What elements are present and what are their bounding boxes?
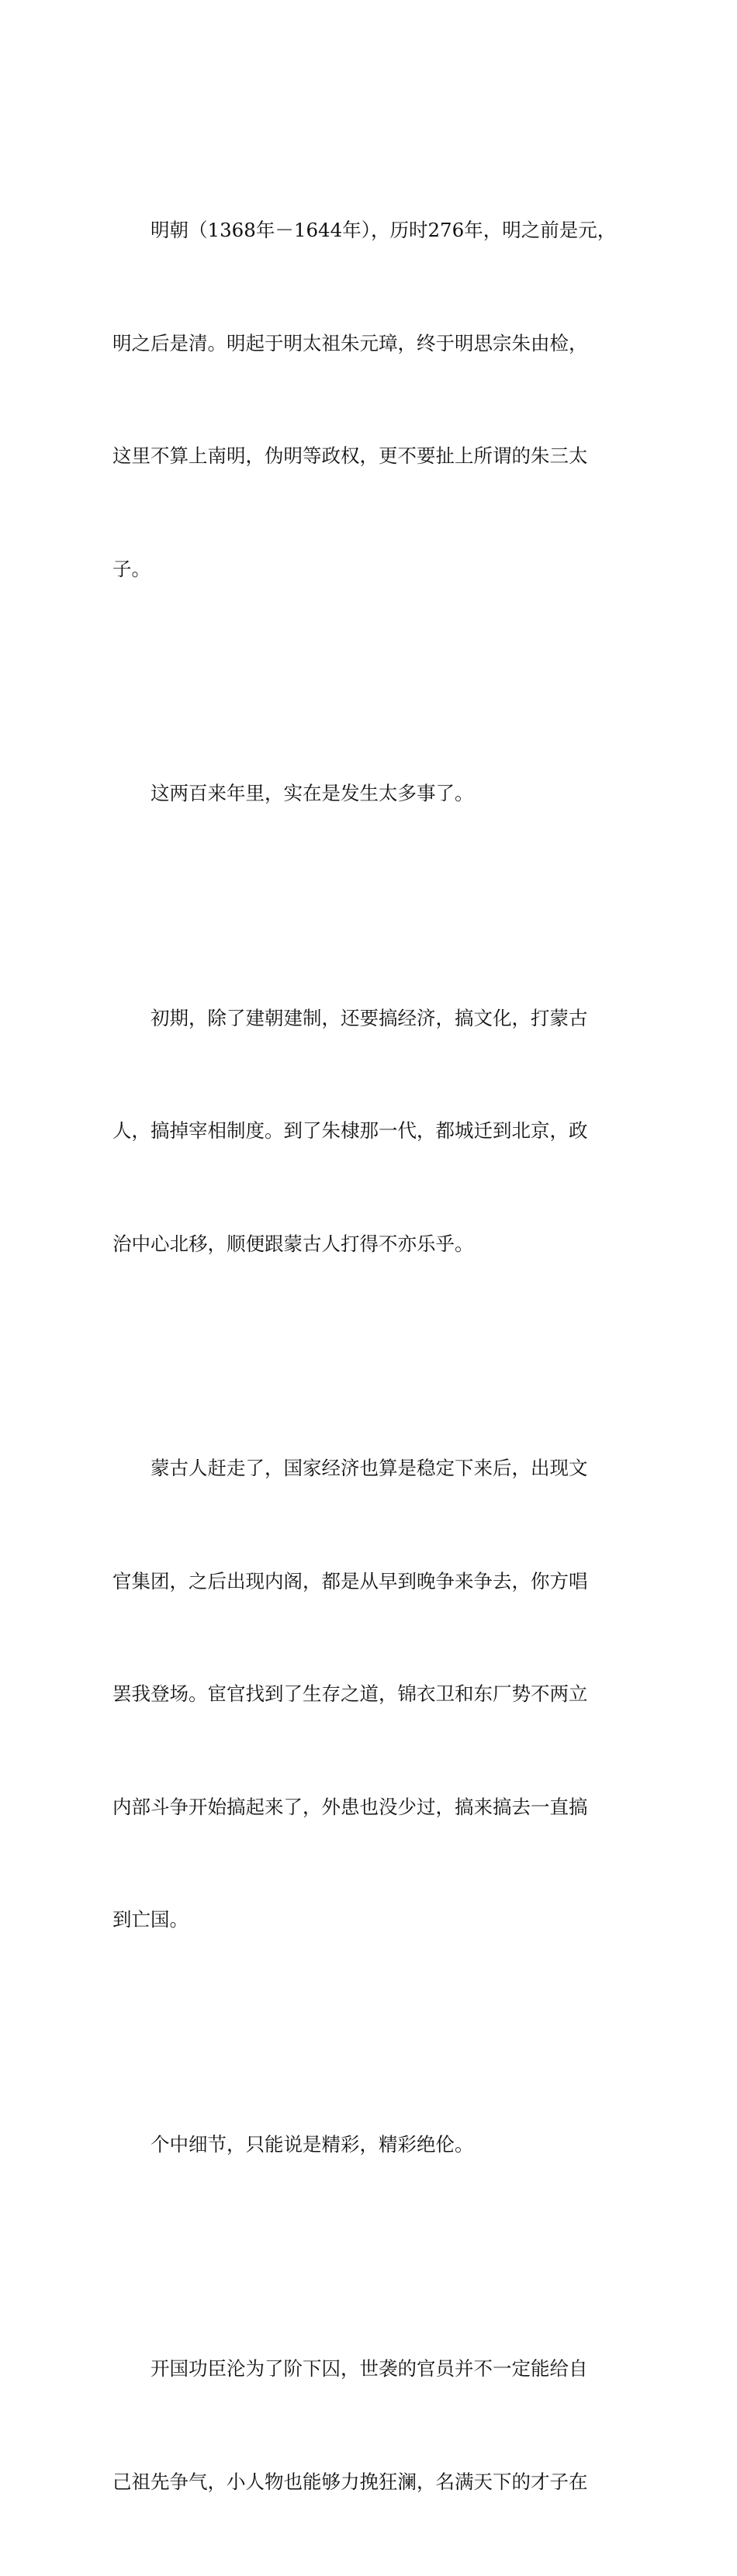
paragraph-4 (112, 1374, 644, 2014)
paragraph-2-line-1: 这两百来年里，实在是发生太多事了。 (151, 782, 474, 804)
paragraph-6-line-2: 己祖先争气，小人物也能够力挽狂澜，名满天下的才子在 (112, 2470, 588, 2493)
paragraph-4-line-5: 到亡国。 (112, 1908, 189, 1931)
paragraph-3-line-3: 治中心北移，顺便跟蒙古人打得不亦乐乎。 (112, 1232, 474, 1255)
paragraph-2 (112, 700, 644, 888)
paragraph-4-line-3: 罢我登场。宦官找到了生存之道，锦衣卫和东厂势不两立 (112, 1682, 588, 1705)
paragraph-4-line-1: 蒙古人赶走了，国家经济也算是稳定下来后，出现文 (151, 1457, 588, 1479)
paragraph-1-line-2: 明之后是清。明起于明太祖朱元璋，终于明思宗朱由检， (112, 331, 588, 354)
paragraph-3 (112, 925, 644, 1339)
paragraph-5-line-1: 个中细节，只能说是精彩，精彩绝伦。 (151, 2132, 474, 2156)
paragraph-4-line-2: 官集团，之后出现内阁，都是从早到晚争来争去，你方唱 (112, 1569, 588, 1592)
paragraph-6-line-1: 开国功臣沦为了阶下囚，世袭的官员并不一定能给自 (151, 2357, 588, 2380)
paragraph-1-line-1: 明朝（1368年－1644年），历时276年，明之前是元， (151, 219, 617, 241)
paragraph-3-line-1: 初期，除了建朝建制，还要搞经济，搞文化，打蒙古 (151, 1006, 588, 1029)
paragraph-1-line-3: 这里不算上南明，伪明等政权，更不要扯上所谓的朱三太 (112, 444, 588, 467)
paragraph-3-line-2: 人，搞掉宰相制度。到了朱棣那一代，都城迁到北京，政 (112, 1119, 588, 1142)
document-body (112, 137, 644, 2576)
paragraph-1-line-4: 子。 (112, 557, 151, 580)
paragraph-5 (112, 2051, 644, 2239)
paragraph-4-line-4: 内部斗争开始搞起来了，外患也没少过，搞来搞去一直搞 (112, 1795, 588, 1818)
paragraph-1 (112, 137, 644, 663)
paragraph-6 (112, 2275, 644, 2576)
